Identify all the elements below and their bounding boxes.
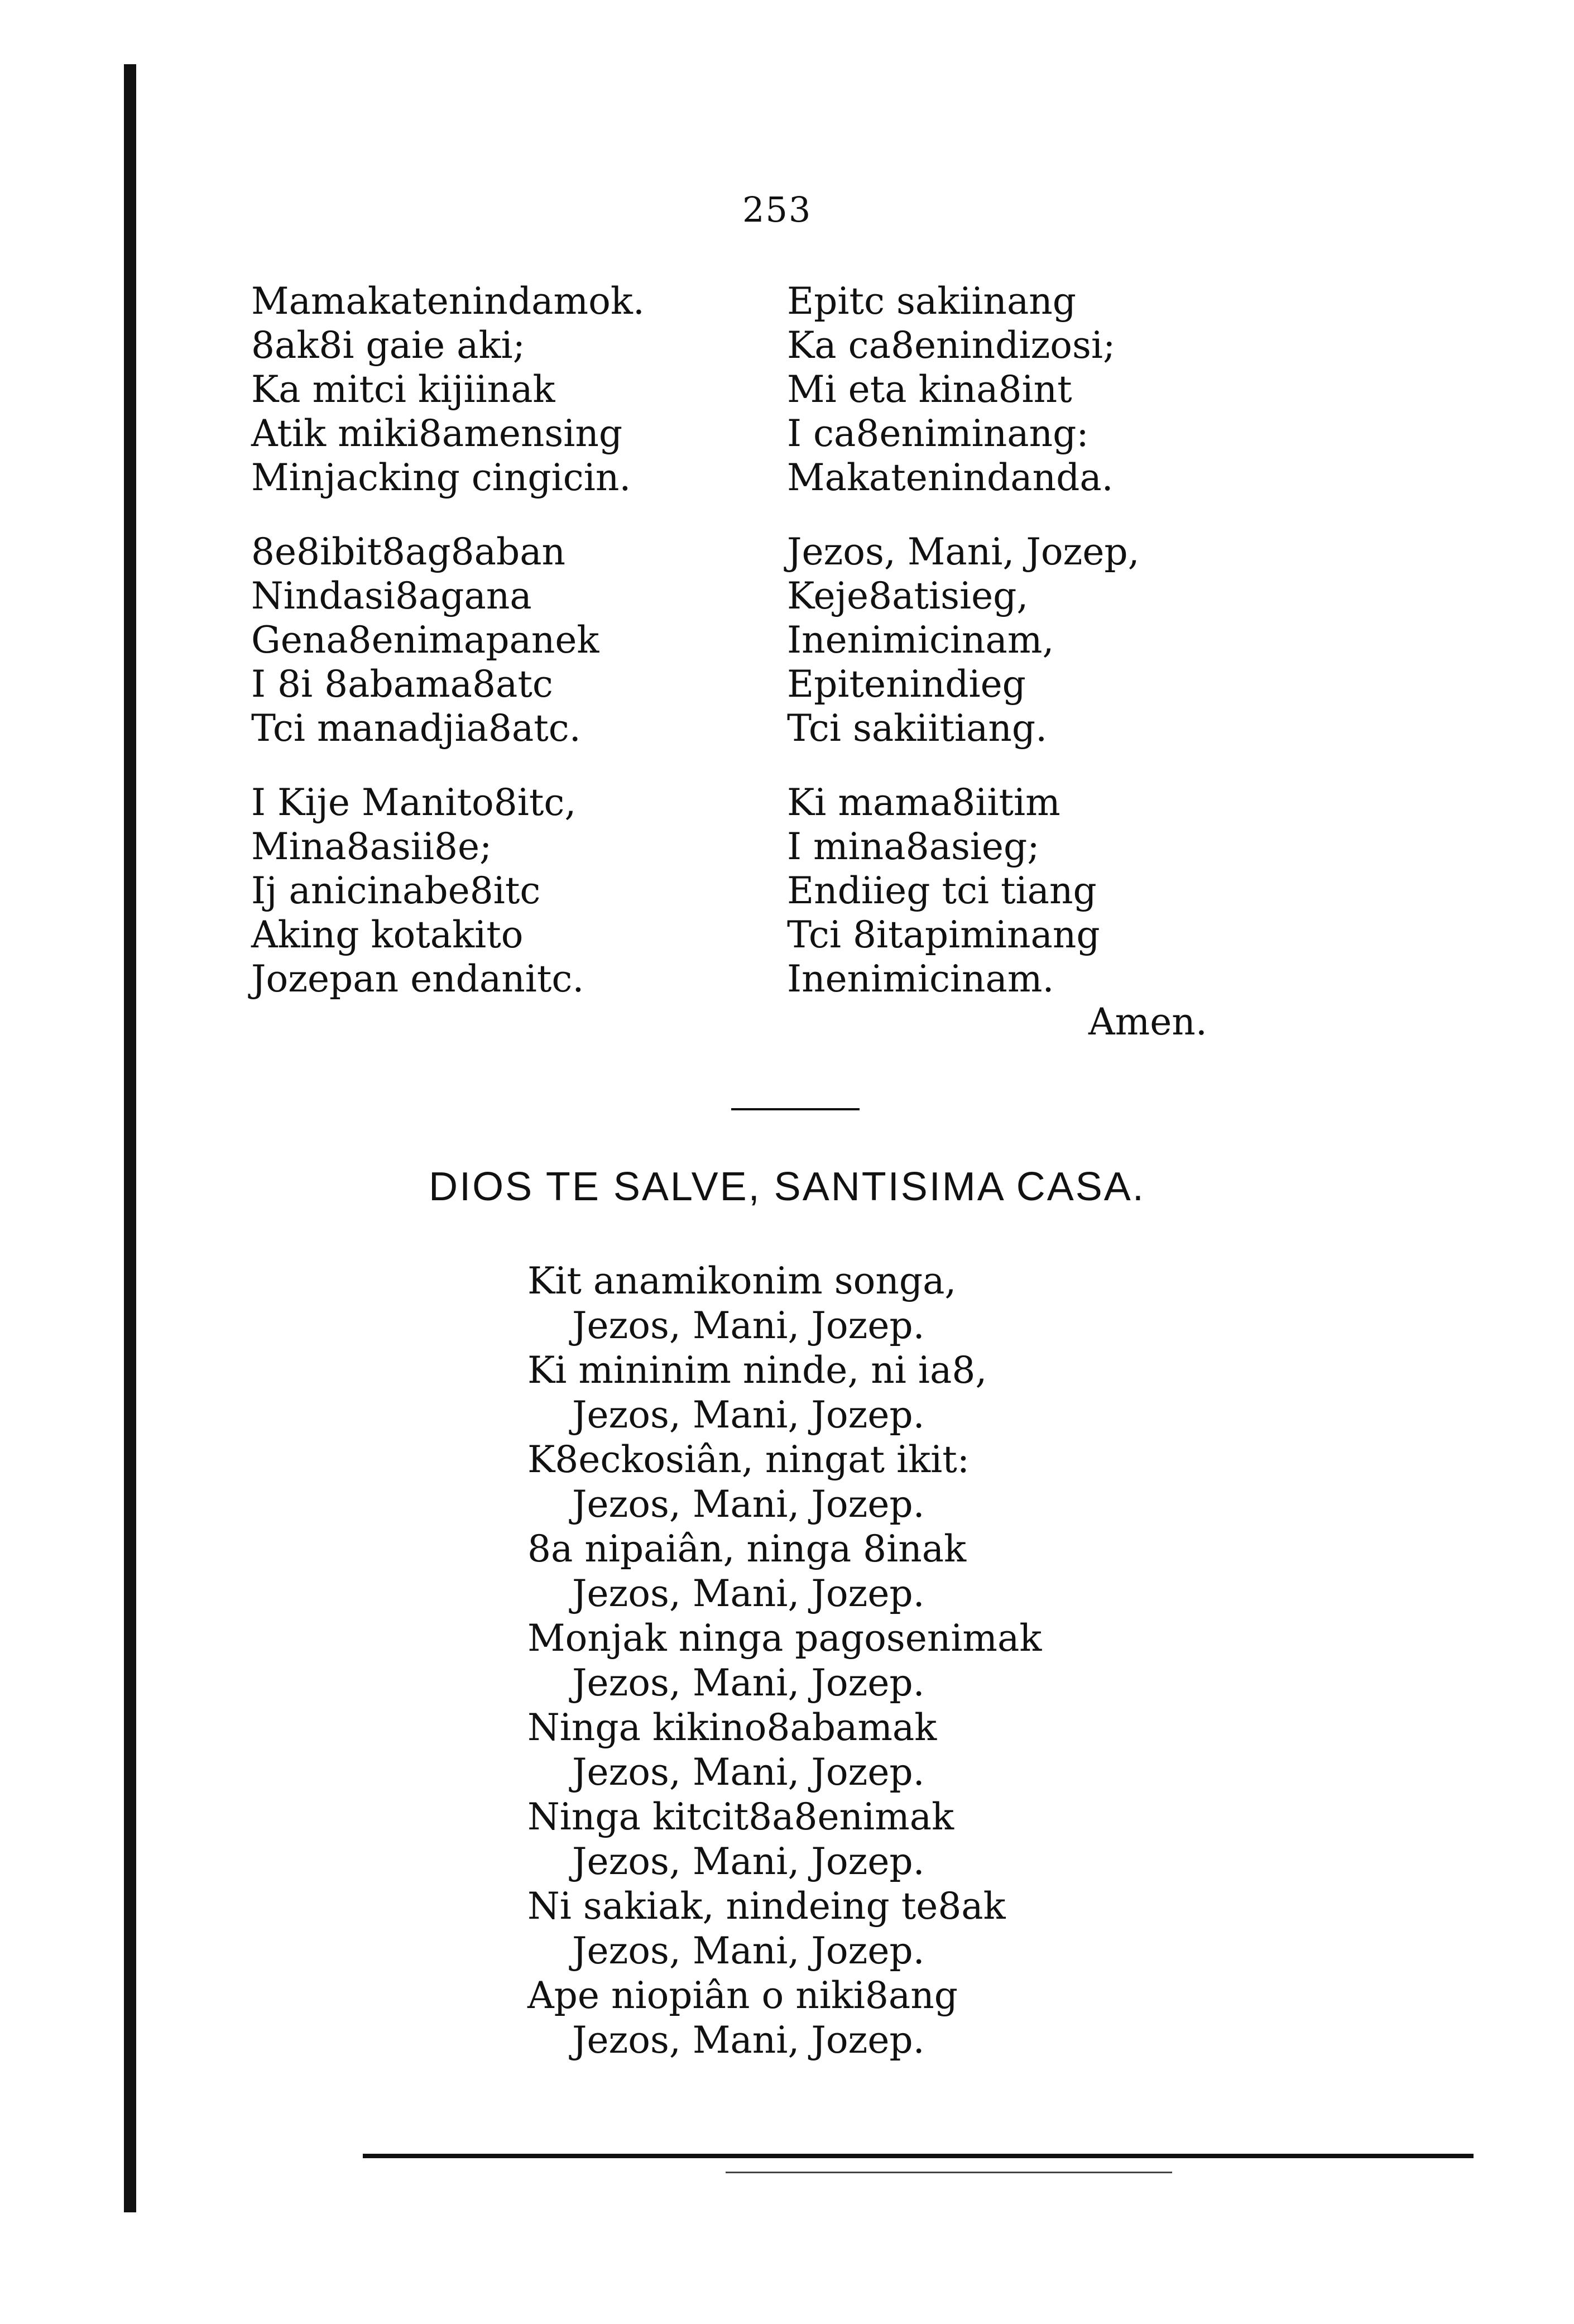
hymn-line: K8eckosiân, ningat ikit: [527, 1438, 970, 1481]
hymn-line: Ninga kitcit8a8enimak [527, 1795, 954, 1838]
left-column-verses [251, 279, 754, 1031]
hymn-refrain: Jezos, Mani, Jozep. [572, 1929, 925, 1972]
hymn-line: Ki mininim ninde, ni ia8, [527, 1349, 987, 1392]
stanza [251, 530, 754, 750]
verse-line: 8ak8i gaie aki; [251, 324, 525, 367]
hymn-refrain: Jezos, Mani, Jozep. [572, 1751, 925, 1794]
verse-line: Epitc sakiinang [787, 280, 1077, 323]
verse-line: Keje8atisieg, [787, 574, 1029, 617]
verse-line: Ka ca8enindizosi; [787, 324, 1116, 367]
stanza [787, 780, 1289, 1001]
verse-line: I Kije Manito8itc, [251, 781, 577, 824]
verse-line: Inenimicinam. [787, 957, 1054, 1000]
page-number: 253 [742, 189, 812, 230]
verse-line: Mamakatenindamok. [251, 280, 645, 323]
hymn-title: DIOS TE SALVE, SANTISIMA CASA. [429, 1165, 1145, 1209]
amen-closing: Amen. [1088, 1000, 1207, 1043]
verse-line: Ij anicinabe8itc [251, 869, 541, 912]
stanza [251, 279, 754, 500]
verse-line: I 8i 8abama8atc [251, 663, 553, 706]
hymn-refrain: Jezos, Mani, Jozep. [572, 1840, 925, 1883]
stanza [251, 780, 754, 1001]
hymn-refrain: Jezos, Mani, Jozep. [572, 1393, 925, 1436]
verse-line: Makatenindanda. [787, 456, 1114, 499]
hymn-verses [527, 1259, 1253, 2063]
hymn-line: Kit anamikonim songa, [527, 1259, 957, 1302]
verse-line: Endiieg tci tiang [787, 869, 1097, 912]
hymn-refrain: Jezos, Mani, Jozep. [572, 2019, 925, 2062]
verse-line: Mina8asii8e; [251, 825, 492, 868]
verse-line: Tci 8itapiminang [787, 913, 1100, 956]
verse-line: Atik miki8amensing [251, 412, 623, 455]
hymn-line: Ape niopiân o niki8ang [527, 1974, 958, 2017]
bottom-rule [363, 2154, 1474, 2158]
verse-line: Tci sakiitiang. [787, 707, 1048, 750]
binding-margin-rule [124, 64, 136, 2212]
verse-line: Gena8enimapanek [251, 619, 599, 662]
bottom-rule-thin [726, 2172, 1172, 2173]
verse-line: Jozepan endanitc. [251, 957, 584, 1000]
hymn-line: Monjak ninga pagosenimak [527, 1617, 1042, 1660]
hymn-refrain: Jezos, Mani, Jozep. [572, 1572, 925, 1615]
hymn-refrain: Jezos, Mani, Jozep. [572, 1661, 925, 1704]
verse-line: I mina8asieg; [787, 825, 1040, 868]
verse-line: 8e8ibit8ag8aban [251, 530, 566, 573]
verse-line: Epitenindieg [787, 663, 1026, 706]
verse-line: Tci manadjia8atc. [251, 707, 581, 750]
stanza [787, 530, 1289, 750]
verse-line: Minjacking cingicin. [251, 456, 631, 499]
verse-line: Aking kotakito [251, 913, 524, 956]
section-divider [731, 1108, 860, 1110]
hymn-refrain: Jezos, Mani, Jozep. [572, 1483, 925, 1526]
verse-line: Nindasi8agana [251, 574, 532, 617]
stanza [787, 279, 1289, 500]
hymn-refrain: Jezos, Mani, Jozep. [572, 1304, 925, 1347]
verse-line: I ca8eniminang: [787, 412, 1089, 455]
verse-line: Jezos, Mani, Jozep, [787, 530, 1140, 573]
hymn-line: 8a nipaiân, ninga 8inak [527, 1527, 967, 1570]
hymn-line: Ninga kikino8abamak [527, 1706, 937, 1749]
verse-line: Mi eta kina8int [787, 368, 1072, 411]
hymn-line: Ni sakiak, nindeing te8ak [527, 1885, 1006, 1928]
verse-line: Ki mama8iitim [787, 781, 1060, 824]
right-column-verses [787, 279, 1289, 1031]
verse-line: Inenimicinam, [787, 619, 1054, 662]
verse-line: Ka mitci kijiinak [251, 368, 555, 411]
